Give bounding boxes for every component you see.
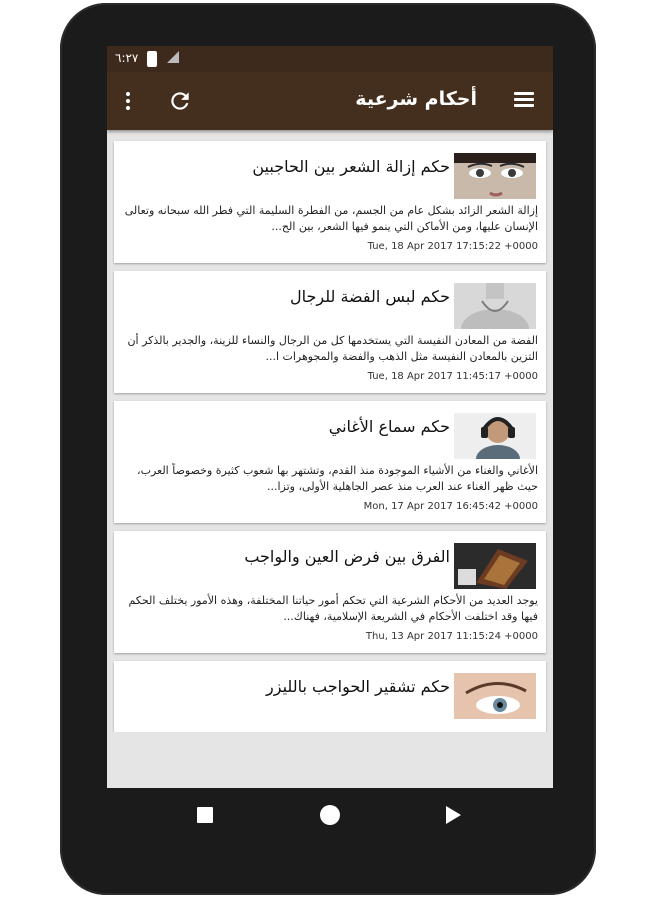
signal-icon [167, 51, 179, 63]
more-vertical-icon[interactable] [125, 92, 131, 110]
article-card[interactable] [114, 661, 546, 732]
article-thumbnail [454, 543, 536, 589]
article-card[interactable] [114, 271, 546, 393]
navigation-bar [107, 788, 553, 842]
article-thumbnail [454, 673, 536, 719]
app-bar [107, 72, 553, 130]
article-excerpt: يوجد العديد من الأحكام الشرعية التي تحكم أمور حياتنا المختلفة، وهذه الأمور يختلف الحكم فيها وقد اختلفت الأحكام في الشريعة الإسلامية، فهناك... [128, 594, 538, 623]
article-title: حكم سماع الأغاني [328, 417, 450, 436]
article-card[interactable] [114, 401, 546, 523]
article-title: حكم إزالة الشعر بين الحاجبين [252, 157, 450, 176]
status-time: ٦:٢٧ [115, 51, 139, 65]
app-screen [107, 46, 553, 788]
article-thumbnail [454, 153, 536, 199]
app-title: أحكام شرعية [355, 88, 477, 110]
recents-square-icon[interactable] [197, 807, 213, 823]
article-title: حكم لبس الفضة للرجال [290, 287, 450, 306]
article-excerpt [122, 723, 538, 732]
article-thumbnail [454, 413, 536, 459]
article-excerpt: الفضة من المعادن النفيسة التي يستخدمها كل من الرجال والنساء للزينة، والجدير بالذكر أن التزين بالمعادن النفيسة مثل الذهب والفضة والمجوهرات ا... [127, 334, 538, 363]
article-date: Tue, 18 Apr 2017 11:45:17 +0000 [367, 371, 538, 382]
article-thumbnail [454, 283, 536, 329]
home-circle-icon[interactable] [320, 805, 340, 825]
article-excerpt: إزالة الشعر الزائد بشكل عام من الجسم، من الفطرة السليمة التي فطر الله سبحانه وتعالى الإنسان عليها، ومن الأماكن التي ينمو فيها الشعر، بين الح... [124, 204, 538, 233]
back-triangle-icon[interactable] [446, 806, 461, 824]
article-title: حكم تشقير الحواجب بالليزر [266, 677, 450, 696]
hamburger-menu-icon[interactable] [514, 92, 534, 108]
article-date: Thu, 13 Apr 2017 11:15:24 +0000 [365, 631, 538, 642]
status-bar [107, 46, 553, 72]
article-card[interactable] [114, 531, 546, 653]
article-card[interactable] [114, 141, 546, 263]
article-excerpt: الأغاني والغناء من الأشياء الموجودة منذ القدم، وتشتهر بها شعوب كثيرة وخصوصاً العرب، حيث ظهر الغناء عند العرب منذ عصر الجاهلية الأولى، وتزا... [137, 464, 538, 493]
refresh-icon[interactable] [167, 88, 193, 114]
article-date: Mon, 17 Apr 2017 16:45:42 +0000 [363, 501, 538, 512]
article-date: Tue, 18 Apr 2017 17:15:22 +0000 [367, 241, 538, 252]
articles-list[interactable] [107, 130, 553, 732]
battery-icon [147, 51, 157, 67]
article-title: الفرق بين فرض العين والواجب [244, 547, 450, 566]
